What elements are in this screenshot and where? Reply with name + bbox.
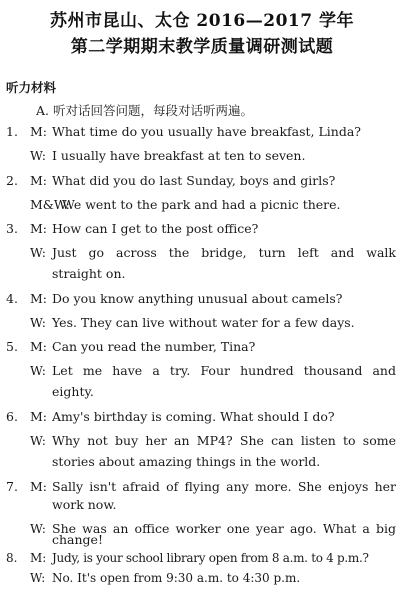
- dialogue-text: Just go across the bridge, turn left and walk: [52, 245, 396, 260]
- dialogue-text: No. It's open from 9:30 a.m. to 4:30 p.m.: [52, 571, 301, 585]
- section-label: 听力材料: [6, 80, 57, 95]
- speaker-label: W:: [30, 245, 46, 260]
- dialogue-text: She was an office worker one year ago. What a big: [52, 521, 396, 536]
- title-line-2: 第二学期期末教学质量调研测试题: [70, 37, 334, 57]
- speaker-label: M:: [30, 291, 48, 306]
- dialogue-text: Judy, is your school library open from 8 a.m. to 4 p.m.?: [52, 551, 369, 565]
- dialogue-text: Why not buy her an MP4? She can listen to some: [52, 433, 396, 448]
- speaker-label: M&W:: [30, 197, 70, 212]
- speaker-label: M:: [30, 479, 48, 494]
- dialogue-5-continuation: eighty.: [52, 384, 94, 399]
- speaker-label: M:: [30, 124, 48, 139]
- dialogue-6-continuation: stories about amazing things in the world.: [52, 454, 321, 469]
- dialogue-text: We went to the park and had a picnic there.: [62, 197, 341, 212]
- speaker-label: W:: [30, 315, 46, 330]
- title-line-1: 苏州市昆山、太仓 2016—2017 学年: [50, 11, 354, 31]
- dialogue-7-continuation-1: work now.: [52, 497, 117, 512]
- dialogue-text: How can I get to the post office?: [52, 221, 259, 236]
- dialogue-text: Yes. They can live without water for a few days.: [52, 315, 355, 330]
- dialogue-number: 2.: [6, 173, 18, 188]
- dialogue-3-continuation: straight on.: [52, 266, 126, 281]
- dialogue-text: Do you know anything unusual about camels?: [52, 291, 343, 306]
- speaker-label: M:: [30, 173, 48, 188]
- instruction: A. 听对话回答问题，每段对话听两遍。: [36, 103, 253, 118]
- dialogue-number: 3.: [6, 221, 18, 236]
- speaker-label: M:: [30, 339, 48, 354]
- speaker-label: W:: [30, 571, 46, 585]
- dialogue-text: What time do you usually have breakfast, Linda?: [52, 124, 362, 139]
- dialogue-number: 1.: [6, 124, 18, 139]
- speaker-label: W:: [30, 433, 46, 448]
- dialogue-text: Can you read the number, Tina?: [52, 339, 256, 354]
- dialogue-text: I usually have breakfast at ten to seven.: [52, 148, 306, 163]
- dialogue-text: Amy's birthday is coming. What should I do?: [52, 409, 335, 424]
- dialogue-text: Sally isn't afraid of flying any more. She enjoys her: [52, 479, 396, 494]
- speaker-label: W:: [30, 363, 46, 378]
- speaker-label: M:: [30, 409, 48, 424]
- speaker-label: W:: [30, 148, 46, 163]
- dialogue-number: 7.: [6, 479, 18, 494]
- speaker-label: W:: [30, 521, 46, 536]
- dialogue-number: 5.: [6, 339, 18, 354]
- dialogue-number: 8.: [6, 551, 18, 565]
- dialogue-text: Let me have a try. Four hundred thousand and: [52, 363, 396, 378]
- dialogue-number: 6.: [6, 409, 18, 424]
- dialogue-7-continuation-2: change!: [52, 532, 103, 547]
- speaker-label: M:: [30, 551, 47, 565]
- speaker-label: M:: [30, 221, 48, 236]
- dialogue-number: 4.: [6, 291, 18, 306]
- dialogue-text: What did you do last Sunday, boys and girls?: [52, 173, 336, 188]
